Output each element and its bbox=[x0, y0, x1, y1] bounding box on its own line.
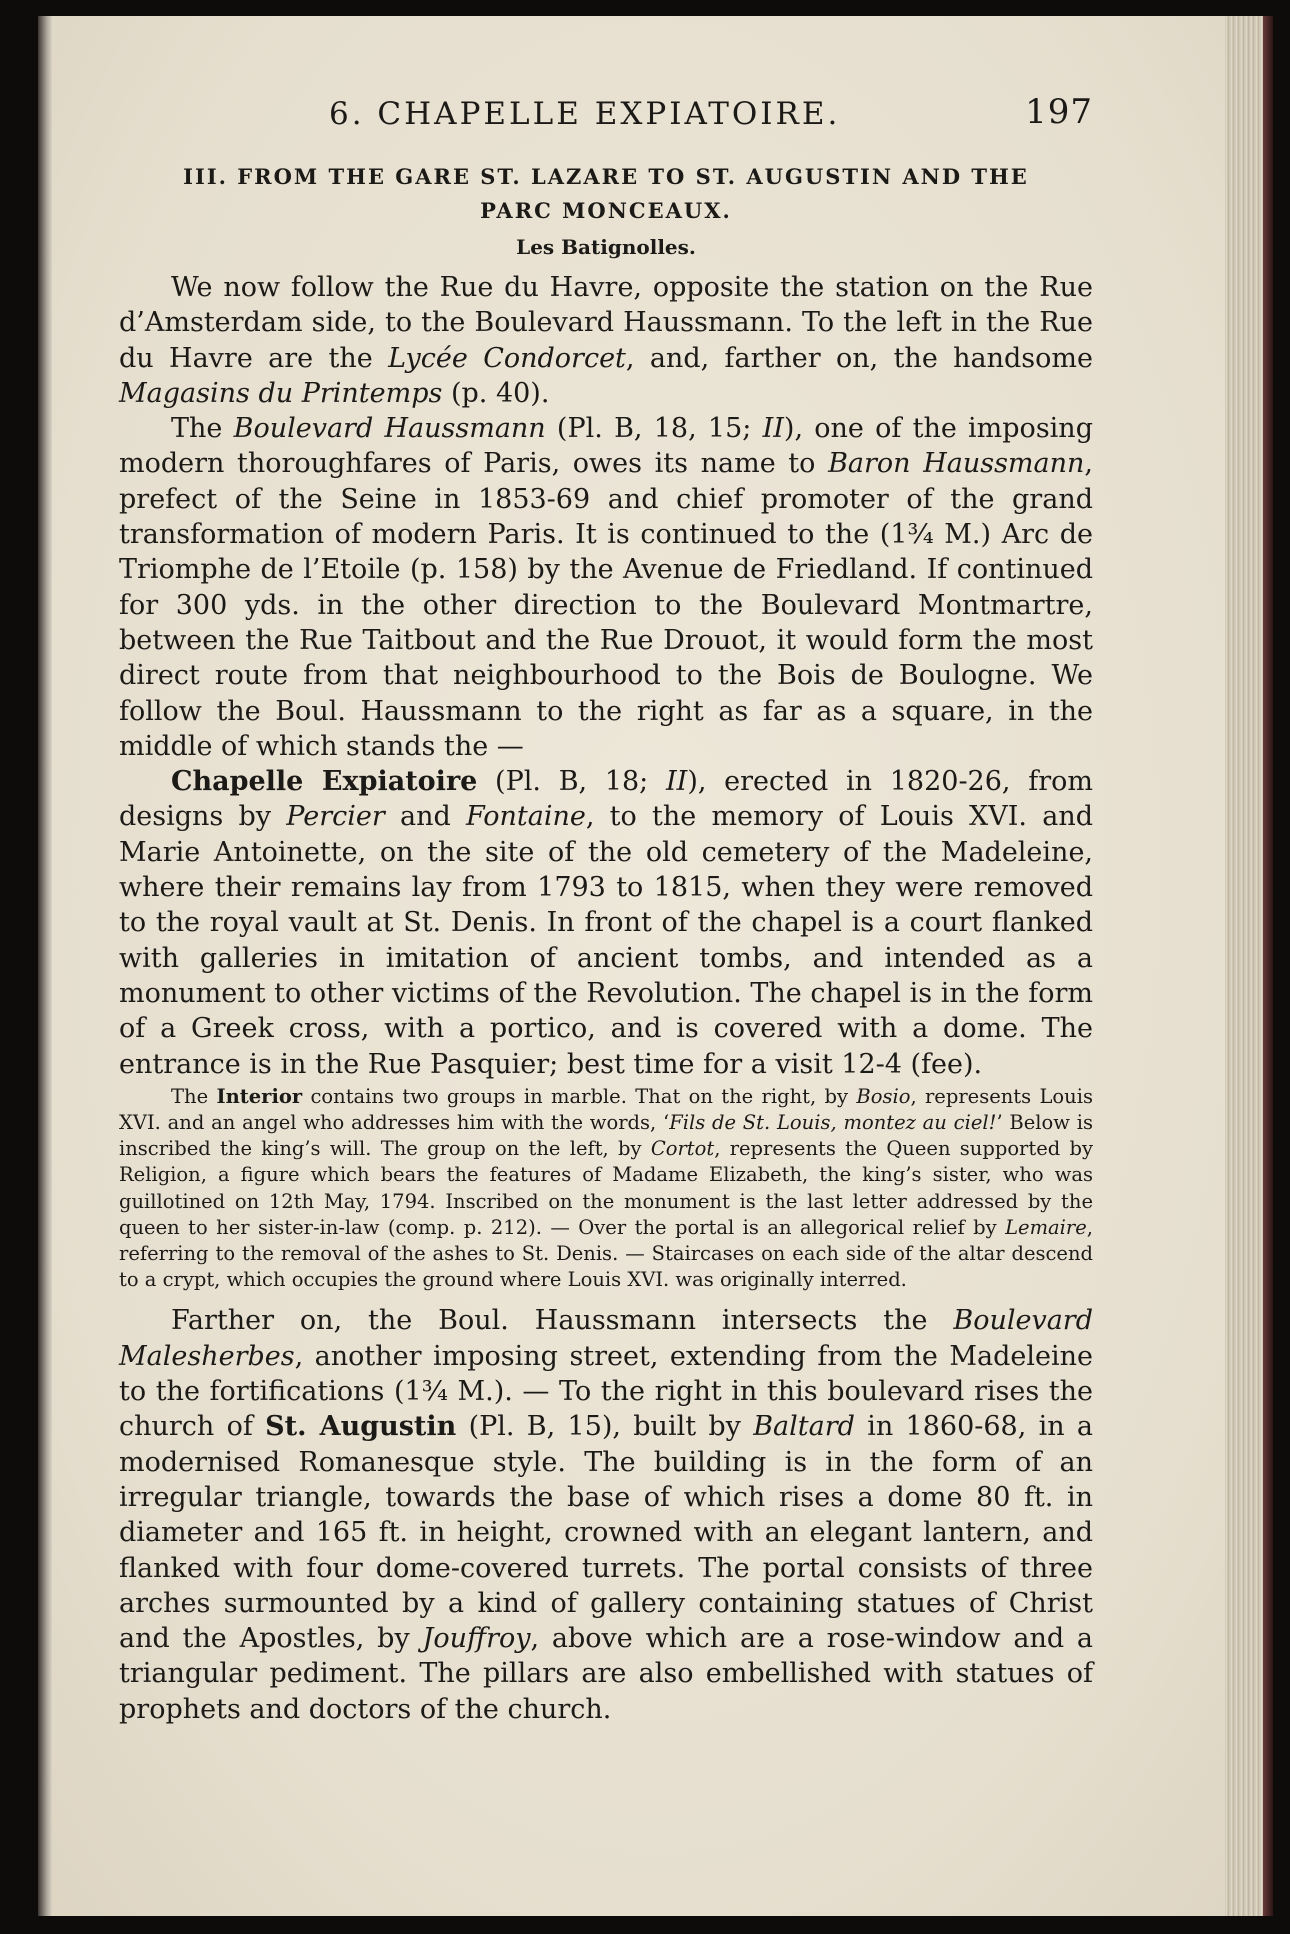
page-gutter-shadow bbox=[38, 16, 52, 1916]
text-run: , represents the Queen supported by Religion, a figure which bears the features of Madame Elizabeth, the king’s sister, who was guillotined on 12th May, 1794. Inscribed on the monument is the last letter addressed by the queen to her sister-in-law (comp. p. 212). — Over the portal is an allegorical relief by bbox=[119, 1137, 1094, 1239]
italic-run: Lycée Condorcet bbox=[388, 342, 626, 374]
bold-run: St. Augustin bbox=[265, 1411, 457, 1443]
italic-run: Jouffroy bbox=[422, 1623, 531, 1655]
book-cover-edge bbox=[1263, 16, 1273, 1916]
text-run: , another imposing street, extending from the Madeleine to the fortifications (1¾ M.). — To the right in this boulevard rises the church of bbox=[119, 1340, 1093, 1443]
text-run: Farther on, the Boul. Haussmann intersects the bbox=[171, 1305, 954, 1337]
italic-run: II bbox=[762, 413, 784, 445]
text-run: (Pl. B, 18, 15; bbox=[545, 413, 763, 445]
italic-run: Boulevard Haussmann bbox=[233, 413, 546, 445]
text-run: , and, farther on, the handsome bbox=[625, 342, 1093, 374]
section-heading-line-1: III. FROM THE GARE ST. LAZARE TO ST. AUGUSTIN AND THE bbox=[183, 164, 1029, 189]
text-run: ), erected in 1820-26, from designs by bbox=[119, 766, 1093, 833]
text-run: (Pl. B, 15), built by bbox=[456, 1411, 754, 1443]
paragraph-chapelle-expiatoire bbox=[119, 764, 1093, 1082]
running-head bbox=[119, 82, 1093, 136]
text-run: , referring to the removal of the ashes to St. Denis. — Staircases on each side of the altar descend to a crypt, which occupies the ground where Louis XVI. was originally interred. bbox=[119, 1215, 1093, 1292]
italic-run: Magasins du Printemps bbox=[119, 377, 443, 409]
text-run: and bbox=[384, 801, 466, 833]
italic-run: Baron Haussmann bbox=[828, 448, 1085, 480]
text-run: , above which are a rose-window and a triangular pediment. The pillars are also embellished with statues of prophets and doctors of the church. bbox=[119, 1623, 1094, 1725]
text-run: in 1860-68, in a modernised Romanesque style. The building is in the form of an irregular triangle, towards the base of which rises a dome 80 ft. in diameter and 165 ft. in height, crowned with an elegant lantern, and flanked with four dome-covered turrets. The portal consists of three arches surmounted by a kind of gallery containing statues of Christ and the Apostles, by bbox=[119, 1411, 1094, 1655]
text-run: ’ Below is inscribed the king’s will. The group on the left, by bbox=[119, 1111, 1093, 1161]
text-run: contains two groups in marble. That on the right, by bbox=[302, 1084, 857, 1108]
text-run: ), one of the imposing modern thoroughfares of Paris, owes its name to bbox=[119, 413, 1093, 480]
italic-run: Boulevard Malesherbes bbox=[119, 1305, 1093, 1372]
italic-run: Lemaire bbox=[1005, 1215, 1087, 1239]
paragraph-rue-du-havre bbox=[119, 270, 1093, 411]
italic-run: Fils de St. Louis, montez au ciel! bbox=[669, 1111, 997, 1135]
italic-run: Fontaine bbox=[466, 801, 586, 833]
paragraph-interior-note bbox=[119, 1084, 1093, 1294]
text-run: , represents Louis XVI. and an angel who addresses him with the words, ‘ bbox=[119, 1084, 1093, 1135]
section-heading bbox=[119, 160, 1093, 228]
italic-run: Cortot bbox=[650, 1137, 715, 1161]
bold-run: Chapelle Expiatoire bbox=[171, 766, 478, 798]
italic-run: Bosio bbox=[856, 1084, 911, 1108]
section-subheading: Les Batignolles. bbox=[516, 235, 696, 259]
italic-run: II bbox=[666, 766, 688, 798]
text-run: The bbox=[171, 413, 234, 445]
italic-run: Percier bbox=[286, 801, 385, 833]
italic-run: Baltard bbox=[753, 1411, 855, 1443]
text-run: (p. 40). bbox=[442, 377, 550, 409]
text-run: The bbox=[171, 1084, 217, 1108]
text-run: , prefect of the Seine in 1853-69 and chief promoter of the grand transformation of modern Paris. It is continued to the (1¾ M.) Arc de Triomphe de l’Etoile (p. 158) by the Avenue de Friedland. If continued for 300 yds. in the other direction to the Boulevard Montmartre, between the Rue Taitbout and the Rue Drouot, it would form the most direct route from that neighbourhood to the Bois de Boulogne. We follow the Boul. Haussmann to the right as far as a square, in the middle of which stands the — bbox=[119, 448, 1094, 762]
running-head-title: 6. CHAPELLE EXPIATOIRE. bbox=[329, 96, 841, 132]
paragraph-boulevard-haussmann bbox=[119, 411, 1093, 764]
text-run: We now follow the Rue du Havre, opposite the station on the Rue d’Amsterdam side, to the Boulevard Haussmann. To the left in the Rue du Havre are the bbox=[119, 272, 1093, 374]
page-text-block bbox=[119, 82, 1093, 1727]
text-run: , to the memory of Louis XVI. and Marie Antoinette, on the site of the old cemetery of the Madeleine, where their remains lay from 1793 to 1815, when they were removed to the royal vault at St. Denis. In front of the chapel is a court flanked with galleries in imitation of ancient tombs, and intended as a monument to other victims of the Revolution. The chapel is in the form of a Greek cross, with a portico, and is covered with a dome. The entrance is in the Rue Pasquier; best time for a visit 12-4 (fee). bbox=[119, 801, 1094, 1080]
small-caps-run: Interior bbox=[216, 1084, 303, 1108]
text-run: (Pl. B, 18; bbox=[477, 766, 666, 798]
page-number: 197 bbox=[1025, 92, 1093, 132]
section-heading-line-2: PARC MONCEAUX. bbox=[480, 198, 732, 223]
paragraph-st-augustin bbox=[119, 1303, 1093, 1727]
